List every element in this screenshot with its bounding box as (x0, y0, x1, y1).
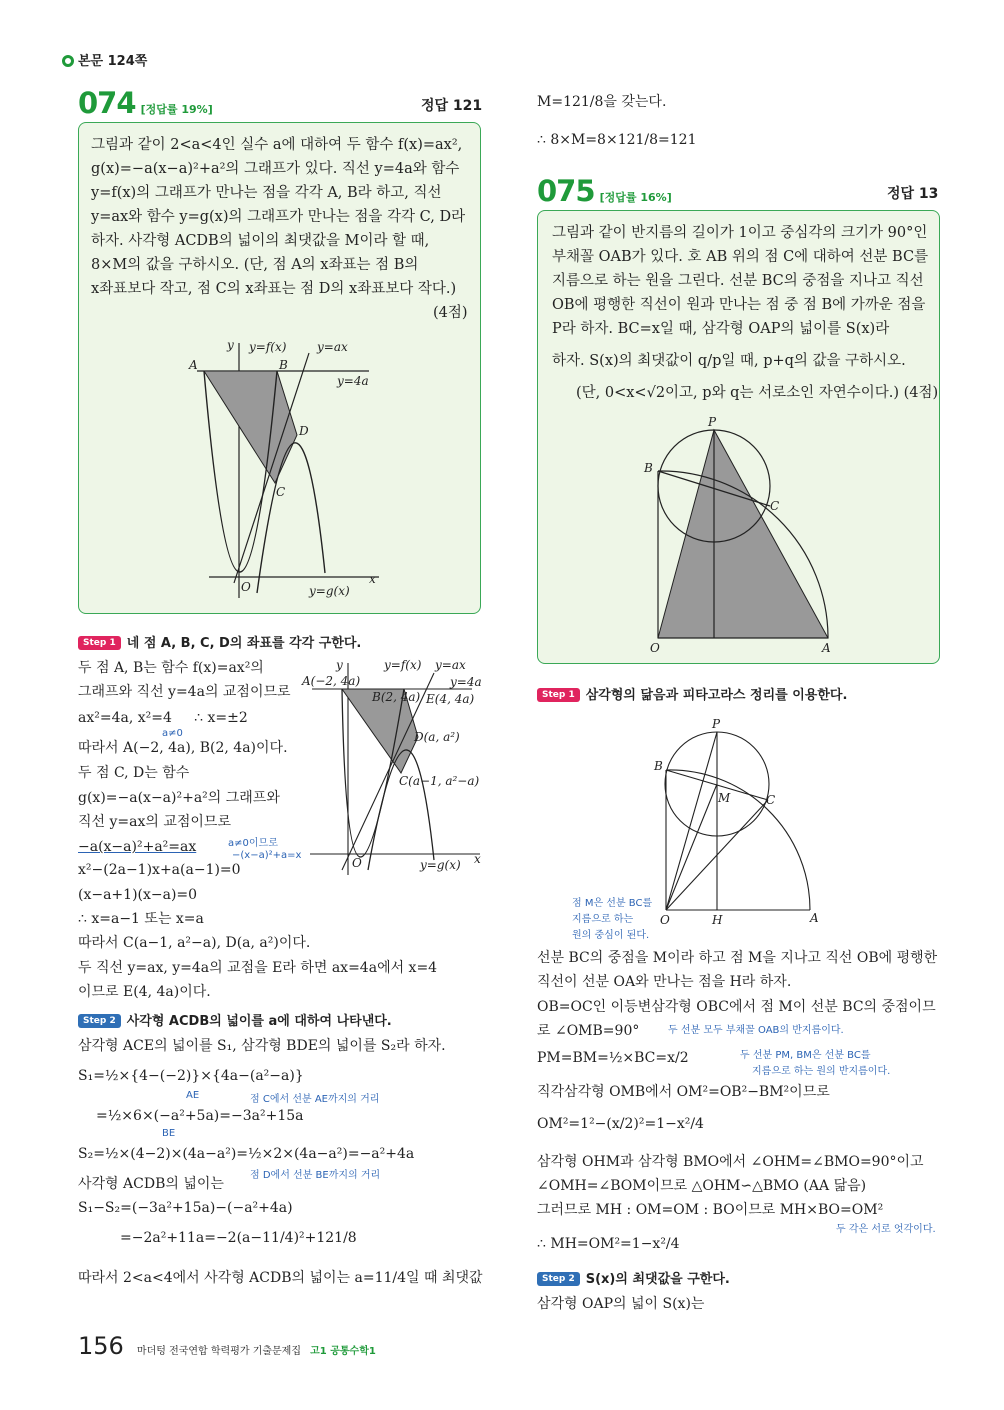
solution-line: 이므로 E(4, 4a)이다. (78, 984, 211, 1000)
page-reference: 본문 124쪽 (62, 50, 147, 69)
problem-075-box (537, 210, 940, 664)
side-note: a≠0이므로 (228, 838, 278, 849)
question-line: y=ax와 함수 y=g(x)의 그래프가 만나는 점을 각각 C, D라 (91, 209, 466, 225)
solution-line: 두 점 C, D는 함수 (78, 765, 190, 781)
solution-line: 사각형 ACDB의 넓이는 (78, 1176, 224, 1192)
solution-line: 그래프와 직선 y=4a의 교점이므로 (78, 684, 291, 700)
side-note: 두 각은 서로 엇각이다. (836, 1224, 936, 1235)
solution-line: (x−a+1)(x−a)=0 (78, 887, 198, 903)
problem-074-box (78, 122, 481, 614)
solution-line: 두 직선 y=ax, y=4a의 교점을 E라 하면 ax=4a에서 x=4 (78, 960, 438, 976)
solution-line: 그러므로 MH : OM=OM : BO이므로 MH×BO=OM² (537, 1202, 884, 1218)
fig-label: x (474, 852, 481, 866)
fig-label: E(4, 4a) (426, 692, 475, 706)
fig-label: y=g(x) (309, 584, 350, 598)
fig-label: A(−2, 4a) (302, 674, 361, 688)
solution-line: 직각삼각형 OMB에서 OM²=OB²−BM²이므로 (537, 1084, 830, 1100)
fig-label: C (766, 793, 776, 807)
fig-label: B (654, 759, 663, 773)
solution-line: 직선이 선분 OA와 만나는 점을 H라 하자. (537, 974, 792, 990)
side-note: 두 선분 모두 부채꼴 OAB의 반지름이다. (668, 1025, 844, 1036)
fig-label: A (822, 641, 831, 655)
step2-075: Step 2 S(x)의 최댓값을 구한다. (537, 1268, 730, 1287)
solution-line: 삼각형 ACE의 넓이를 S₁, 삼각형 BDE의 넓이를 S₂라 하자. (78, 1038, 446, 1054)
problem-number: 075 (537, 174, 595, 208)
figure-note: 점 M은 선분 BC를 (572, 898, 653, 909)
fig-label: y=ax (435, 658, 466, 672)
solution-line: ax²=4a, x²=4 ∴ x=±2 (78, 710, 248, 726)
step-badge: Step 2 (78, 1014, 121, 1028)
fig-label: C(a−1, a²−a) (399, 774, 480, 788)
solution-line: x²−(2a−1)x+a(a−1)=0 (78, 862, 241, 878)
solution-line: 따라서 2<a<4에서 사각형 ACDB의 넓이는 a=11/4일 때 최댓값 (78, 1270, 483, 1286)
fig-label: x (369, 572, 376, 586)
question-line: 그림과 같이 반지름의 길이가 1이고 중심각의 크기가 90°인 (552, 225, 928, 241)
question-line: 하자. 사각형 ACDB의 넓이의 최댓값을 M이라 할 때, (91, 233, 430, 249)
problem-075-header (537, 174, 672, 208)
side-note: 지름으로 하는 원의 반지름이다. (752, 1066, 891, 1077)
side-note: 두 선분 PM, BM은 선분 BC를 (740, 1050, 871, 1061)
fig-label: A (189, 358, 198, 372)
points-label: (4점) (433, 305, 468, 321)
fig-label: M (718, 791, 731, 805)
fig-label: A (810, 911, 819, 925)
step1-075: Step 1 삼각형의 닮음과 피타고라스 정리를 이용한다. (537, 684, 847, 703)
side-note: BE (162, 1128, 176, 1139)
solution-line: PM=BM=½×BC=x/2 (537, 1050, 689, 1066)
side-note: a≠0 (162, 728, 183, 739)
correct-rate: [정답률 19%] (140, 103, 213, 116)
fig-label: y=f(x) (384, 658, 422, 672)
solution-line: 삼각형 OHM과 삼각형 BMO에서 ∠OHM=∠BMO=90°이고 (537, 1154, 924, 1170)
fig-label: B (279, 358, 288, 372)
graph-figure-074 (179, 333, 479, 608)
fig-label: y=f(x) (249, 340, 287, 354)
solution-line: 따라서 C(a−1, a²−a), D(a, a²)이다. (78, 935, 311, 951)
question-line: 그림과 같이 2<a<4인 실수 a에 대하여 두 함수 f(x)=ax², (91, 137, 463, 153)
fig-label: B (644, 461, 653, 475)
solution-line: S₁=½×{4−(−2)}×{4a−(a²−a)} (78, 1068, 304, 1084)
side-note: −(x−a)²+a=x (232, 850, 302, 861)
fig-label: C (276, 485, 286, 499)
fig-label: O (352, 856, 362, 870)
question-line: (단, 0<x<√2이고, p와 q는 서로소인 자연수이다.) (4점) (576, 385, 939, 401)
question-line: x좌표보다 작고, 점 C의 x좌표는 점 D의 x좌표보다 작다.) (91, 281, 457, 297)
question-line: 부채꼴 OAB가 있다. 호 AB 위의 점 C에 대하여 선분 BC를 (552, 249, 929, 265)
fig-label: O (650, 641, 660, 655)
book-title: 마더텅 전국연합 학력평가 기출문제집 (136, 1346, 302, 1357)
problem-number: 074 (78, 86, 136, 120)
solution-line: S₁−S₂=(−3a²+15a)−(−a²+4a) (78, 1200, 293, 1216)
solution-line: 직선 y=ax의 교점이므로 (78, 814, 231, 830)
sector-figure-075-solution (650, 712, 830, 937)
fig-label: P (708, 416, 717, 429)
question-line: OB에 평행한 직선이 원과 만나는 점 중 점 B에 가까운 점을 (552, 297, 926, 313)
solution-line: ∴ 8×M=8×121/8=121 (537, 132, 697, 148)
question-line: y=f(x)의 그래프가 만나는 점을 각각 A, B라 하고, 직선 (91, 185, 442, 201)
answer-label: 정답 121 (421, 98, 483, 114)
problem-074-header (78, 86, 213, 120)
side-note: 점 C에서 선분 AE까지의 거리 (250, 1094, 380, 1105)
answer-label: 정답 13 (887, 186, 939, 202)
solution-line: ∠OMH=∠BOM이므로 △OHM∽△BMO (AA 닮음) (537, 1178, 867, 1194)
solution-line: S₂=½×(4−2)×(4a−a²)=½×2×(4a−a²)=−a²+4a (78, 1146, 415, 1162)
question-line: g(x)=−a(x−a)²+a²의 그래프가 있다. 직선 y=4a와 함수 (91, 161, 460, 177)
question-line: 하자. S(x)의 최댓값이 q/p일 때, p+q의 값을 구하시오. (552, 353, 906, 369)
fig-label: y=4a (337, 374, 369, 388)
step-badge: Step 1 (537, 688, 580, 702)
fig-label: H (712, 913, 723, 927)
graph-figure-074-solution (300, 655, 488, 880)
solution-line: 로 ∠OMB=90° (537, 1023, 640, 1039)
question-line: 지름으로 하는 원을 그린다. 선분 BC의 중점을 지나고 직선 (552, 273, 924, 289)
step-badge: Step 1 (78, 636, 121, 650)
solution-line: g(x)=−a(x−a)²+a²의 그래프와 (78, 790, 280, 806)
subject-label: 고1 공통수학1 (310, 1346, 376, 1357)
solution-line: 따라서 A(−2, 4a), B(2, 4a)이다. (78, 740, 288, 756)
fig-label: O (241, 580, 251, 594)
fig-label: y=4a (450, 675, 482, 689)
fig-label: y (336, 658, 343, 672)
fig-label: C (770, 499, 780, 513)
sector-figure-075 (638, 416, 878, 656)
solution-line: =−2a²+11a=−2(a−11/4)²+121/8 (120, 1230, 357, 1246)
fig-label: D (299, 424, 309, 438)
figure-note: 지름으로 하는 (572, 914, 634, 925)
fig-label: B(2, 4a) (372, 690, 421, 704)
fig-label: O (660, 913, 670, 927)
page-number: 156 (78, 1332, 124, 1360)
question-line: 8×M의 값을 구하시오. (단, 점 A의 x좌표는 점 B의 (91, 257, 419, 273)
figure-note: 원의 중심이 된다. (572, 930, 650, 941)
step-badge: Step 2 (537, 1272, 580, 1286)
fig-label: y (227, 338, 234, 352)
solution-line: ∴ x=a−1 또는 x=a (78, 911, 204, 927)
page-footer (78, 1332, 376, 1360)
solution-line: M=121/8을 갖는다. (537, 94, 667, 110)
side-note: 점 D에서 선분 BE까지의 거리 (250, 1170, 381, 1181)
fig-label: y=g(x) (420, 858, 461, 872)
correct-rate: [정답률 16%] (599, 191, 672, 204)
fig-label: D(a, a²) (414, 730, 460, 744)
side-note: AE (186, 1090, 200, 1101)
solution-line: 선분 BC의 중점을 M이라 하고 점 M을 지나고 직선 OB에 평행한 (537, 950, 938, 966)
solution-line: ∴ MH=OM²=1−x²/4 (537, 1236, 680, 1252)
fig-label: P (712, 717, 721, 731)
solution-line: OM²=1²−(x/2)²=1−x²/4 (537, 1116, 704, 1132)
solution-line: =½×6×(−a²+5a)=−3a²+15a (96, 1108, 304, 1124)
step1-074: Step 1 네 점 A, B, C, D의 좌표를 각각 구한다. (78, 632, 361, 651)
solution-line: 삼각형 OAP의 넓이 S(x)는 (537, 1296, 705, 1312)
step2-074: Step 2 사각형 ACDB의 넓이를 a에 대하여 나타낸다. (78, 1010, 392, 1029)
question-line: P라 하자. BC=x일 때, 삼각형 OAP의 넓이를 S(x)라 (552, 321, 890, 337)
solution-line: −a(x−a)²+a²=ax (78, 839, 197, 855)
solution-line: OB=OC인 이등변삼각형 OBC에서 점 M이 선분 BC의 중점이므 (537, 999, 936, 1015)
fig-label: y=ax (317, 340, 348, 354)
solution-line: 두 점 A, B는 함수 f(x)=ax²의 (78, 660, 264, 676)
